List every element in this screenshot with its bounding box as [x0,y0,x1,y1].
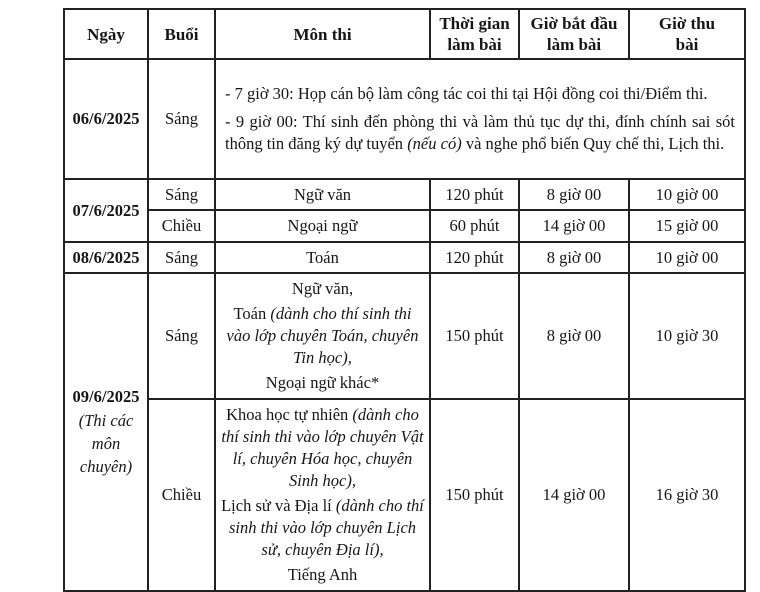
subject-text: Ngữ văn, [291,279,354,298]
duration-cell-jun9-afternoon: 150 phút [430,399,519,591]
date-jun9-note: (Thi các môn chuyên) [78,410,134,476]
subject-item [221,278,424,300]
row-jun7-morning [64,179,745,210]
date-cell-jun9 [64,273,148,591]
start-time-cell-jun9-afternoon: 14 giờ 00 [519,399,629,591]
col-header-session-label: Buổi [164,24,199,44]
exam-notes-cell [215,59,745,179]
note-paragraph-1 [225,83,735,105]
collect-time-cell-jun8-morning: 10 giờ 00 [629,242,745,273]
col-header-date [64,9,148,59]
note-2-text-end: và nghe phổ biến Quy chế thi, Lịch thi. [461,134,725,153]
col-header-collect-time-line1: Giờ thu [658,14,716,33]
col-header-collect-time [629,9,745,59]
session-cell-jun9-morning: Sáng [148,273,215,399]
duration-cell-jun9-morning: 150 phút [430,273,519,399]
exam-schedule-table [63,8,746,592]
duration-cell-jun7-afternoon: 60 phút [430,210,519,242]
col-header-subject-label: Môn thi [293,24,352,44]
subject-note-italic: (dành cho thí sinh thi vào lớp chuyên Lịch sử, chuyên Địa lí), [228,496,424,559]
row-jun7-afternoon [64,210,745,242]
session-cell-jun6-morning: Sáng [148,59,215,179]
subject-text: Tiếng Anh [287,565,358,584]
row-jun9-afternoon [64,399,745,591]
col-header-collect-time-line2: bài [675,35,699,54]
start-time-cell-jun9-morning: 8 giờ 00 [519,273,629,399]
col-header-start-time-line1: Giờ bắt đầu [530,14,618,33]
session-cell-jun7-morning: Sáng [148,179,215,210]
date-cell-jun7: 07/6/2025 [64,179,148,242]
subject-text: Lịch sử và Địa lí [221,496,336,515]
col-header-duration [430,9,519,59]
duration-cell-jun7-morning: 120 phút [430,179,519,210]
subject-item [221,303,424,369]
col-header-subject [215,9,430,59]
start-time-cell-jun8-morning: 8 giờ 00 [519,242,629,273]
note-1-text: - 7 giờ 30: Họp cán bộ làm công tác coi thi tại Hội đồng coi thi/Điểm thi. [225,84,708,103]
subject-cell-jun9-morning [215,273,430,399]
session-cell-jun7-afternoon: Chiều [148,210,215,242]
note-paragraph-2 [225,111,735,155]
note-2-text: - 9 giờ 00: Thí sinh đến phòng thi và làm thủ tục dự thi, đính chính sai sót thông tin đăng ký dự tuyển [225,112,735,153]
col-header-duration-line2: làm bài [447,35,502,54]
subject-item [221,495,424,561]
session-cell-jun9-afternoon: Chiều [148,399,215,591]
date-jun9-value: 09/6/2025 [72,386,140,406]
subject-cell-jun7-afternoon: Ngoại ngữ [215,210,430,242]
col-header-start-time [519,9,629,59]
subject-cell-jun9-afternoon [215,399,430,591]
subject-text: Toán [233,304,271,323]
subject-note-italic: (dành cho thí sinh thi vào lớp chuyên Toán, chuyên Tin học), [226,304,419,367]
subject-item [221,564,424,586]
row-jun8-morning [64,242,745,273]
collect-time-cell-jun7-afternoon: 15 giờ 00 [629,210,745,242]
col-header-duration-line1: Thời gian [439,14,510,33]
subject-cell-jun8-morning: Toán [215,242,430,273]
subject-text: Khoa học tự nhiên [226,405,353,424]
duration-cell-jun8-morning: 120 phút [430,242,519,273]
date-cell-jun8: 08/6/2025 [64,242,148,273]
note-2-italic: (nếu có) [407,134,462,153]
col-header-date-label: Ngày [87,24,125,44]
session-cell-jun8-morning: Sáng [148,242,215,273]
collect-time-cell-jun9-afternoon: 16 giờ 30 [629,399,745,591]
subject-cell-jun7-morning: Ngữ văn [215,179,430,210]
start-time-cell-jun7-morning: 8 giờ 00 [519,179,629,210]
row-jun6-morning [64,59,745,179]
subject-text: Ngoại ngữ khác* [265,373,380,392]
date-cell-jun6: 06/6/2025 [64,59,148,179]
col-header-session [148,9,215,59]
collect-time-cell-jun7-morning: 10 giờ 00 [629,179,745,210]
collect-time-cell-jun9-morning: 10 giờ 30 [629,273,745,399]
row-jun9-morning [64,273,745,399]
subject-note-italic: (dành cho thí sinh thi vào lớp chuyên Vật lí, chuyên Hóa học, chuyên Sinh học), [221,405,424,490]
subject-item [221,404,424,492]
subject-item [221,372,424,394]
header-row [64,9,745,59]
col-header-start-time-line2: làm bài [546,35,602,54]
start-time-cell-jun7-afternoon: 14 giờ 00 [519,210,629,242]
